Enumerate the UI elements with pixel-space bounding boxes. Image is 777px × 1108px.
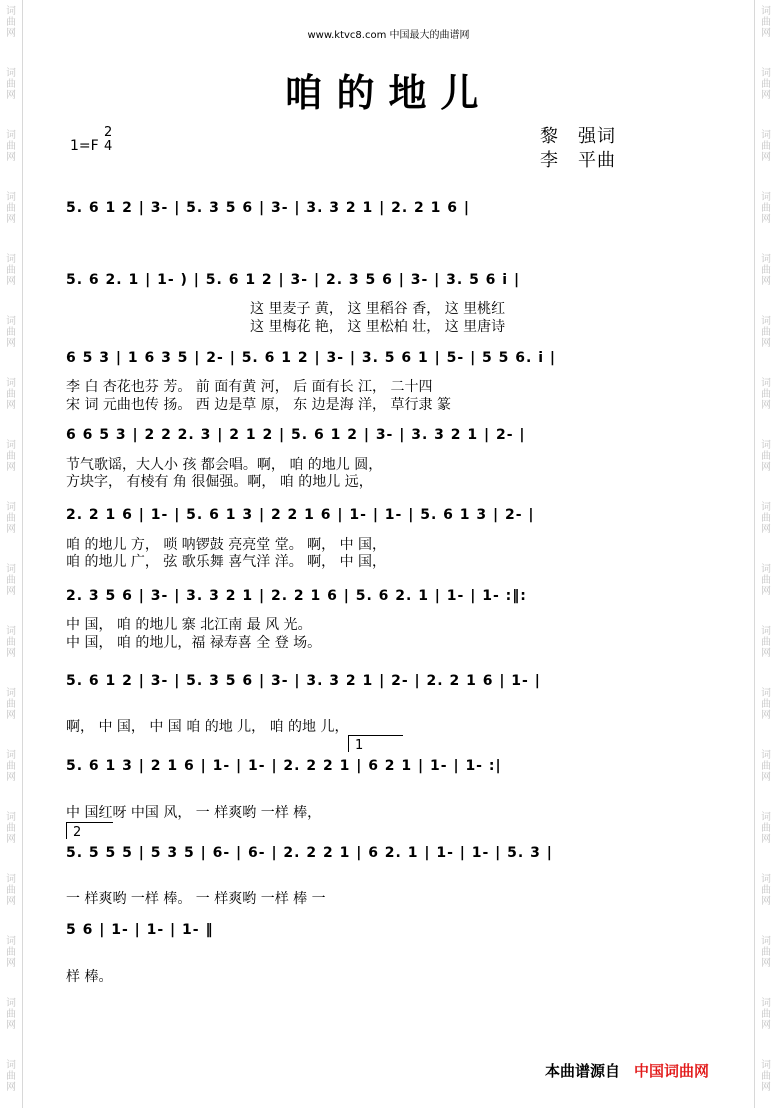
lyric-line-13: 一 样爽哟 一样 棒。 一 样爽哟 一样 棒 一 (66, 891, 326, 907)
watermark-right-0: 词 曲 网 (761, 6, 771, 39)
watermark-right-10: 词 曲 网 (761, 626, 771, 659)
time-signature-bottom: 4 (104, 139, 113, 154)
watermark-left-1: 词 曲 网 (6, 68, 16, 101)
watermark-left-10: 词 曲 网 (6, 626, 16, 659)
lyric-line-14: 样 棒。 (66, 969, 113, 985)
watermark-right-14: 词 曲 网 (761, 874, 771, 907)
watermark-right-17: 词 曲 网 (761, 1060, 771, 1093)
lyric-line-9: 中 国， 咱 的地儿 寨 北江南 最 风 光。 (66, 617, 312, 633)
notation-line-5: 2. 2 1 6 | 1- | 5. 6 1 3 | 2 2 1 6 | 1- | 1- | 5. 6 1 3 | 2- | (66, 507, 535, 523)
lyric-line-5: 节气歌谣，大人小 孩 都会唱。啊， 咱 的地儿 圆， (66, 457, 383, 473)
notation-line-3: 6 5 3 | 1 6 3 5 | 2- | 5. 6 1 2 | 3- | 3. 5 6 1 | 5- | 5 5 6. i | (66, 350, 557, 366)
lyric-line-11: 啊， 中 国， 中 国 咱 的地 儿， 咱 的地 儿， (66, 719, 349, 735)
watermark-right-1: 词 曲 网 (761, 68, 771, 101)
watermark-right-6: 词 曲 网 (761, 378, 771, 411)
notation-line-1: 5. 6 1 2 | 3- | 5. 3 5 6 | 3- | 3. 3 2 1 | 2. 2 1 6 | (66, 200, 471, 216)
notation-line-10: 5 6 | 1- | 1- | 1- ‖ (66, 922, 214, 938)
volta-second-ending: 2 (66, 822, 113, 839)
notation-line-7: 5. 6 1 2 | 3- | 5. 3 5 6 | 3- | 3. 3 2 1 | 2- | 2. 2 1 6 | 1- | (66, 673, 541, 689)
watermark-left-17: 词 曲 网 (6, 1060, 16, 1093)
watermark-left-5: 词 曲 网 (6, 316, 16, 349)
song-title: 咱的地儿 (284, 70, 493, 115)
watermark-right-9: 词 曲 网 (761, 564, 771, 597)
watermark-left-2: 词 曲 网 (6, 130, 16, 163)
watermark-left-0: 词 曲 网 (6, 6, 16, 39)
watermark-right-12: 词 曲 网 (761, 750, 771, 783)
watermark-right-16: 词 曲 网 (761, 998, 771, 1031)
notation-line-6: 2. 3 5 6 | 3- | 3. 3 2 1 | 2. 2 1 6 | 5. 6 2. 1 | 1- | 1- :‖: (66, 588, 527, 604)
watermark-right-11: 词 曲 网 (761, 688, 771, 721)
source-site-name: 中国词曲网 (634, 1062, 710, 1080)
lyric-line-6: 方块字， 有棱有 角 很倔强。啊， 咱 的地儿 远， (66, 474, 373, 490)
key-signature: 1=F (70, 138, 99, 154)
lyric-line-12: 中 国红呀 中国 风， 一 样爽哟 一样 棒， (66, 805, 322, 821)
lyric-line-3: 李 白 杏花也芬 芳。 前 面有黄 河， 后 面有长 江， 二十四 (66, 379, 433, 395)
lyric-line-8: 咱 的地儿 广， 弦 歌乐舞 喜气洋 洋。 啊， 中 国， (66, 554, 387, 570)
watermark-left-13: 词 曲 网 (6, 812, 16, 845)
watermark-right-13: 词 曲 网 (761, 812, 771, 845)
source-prefix: 本曲谱源自 (545, 1062, 621, 1080)
watermark-right-15: 词 曲 网 (761, 936, 771, 969)
watermark-left-15: 词 曲 网 (6, 936, 16, 969)
watermark-left-4: 词 曲 网 (6, 254, 16, 287)
watermark-right-8: 词 曲 网 (761, 502, 771, 535)
lyric-line-7: 咱 的地儿 方， 唢 呐锣鼓 亮亮堂 堂。 啊， 中 国， (66, 537, 387, 553)
lyricist-credit: 黎 强词 (540, 126, 616, 147)
notation-line-4: 6 6 5 3 | 2 2 2. 3 | 2 1 2 | 5. 6 1 2 | 3- | 3. 3 2 1 | 2- | (66, 427, 526, 443)
notation-line-8: 5. 6 1 3 | 2 1 6 | 1- | 1- | 2. 2 2 1 | 6 2 1 | 1- | 1- :| (66, 758, 502, 774)
lyric-line-1: 这 里麦子 黄， 这 里稻谷 香， 这 里桃红 (250, 301, 506, 317)
source-credit (545, 1060, 709, 1081)
notation-line-9: 5. 5 5 5 | 5 3 5 | 6- | 6- | 2. 2 2 1 | 6 2. 1 | 1- | 1- | 5. 3 | (66, 845, 553, 861)
watermark-left-16: 词 曲 网 (6, 998, 16, 1031)
lyric-line-2: 这 里梅花 艳， 这 里松柏 壮， 这 里唐诗 (250, 319, 506, 335)
site-header: www.ktvc8.com 中国最大的曲谱网 (307, 30, 470, 41)
watermark-left-8: 词 曲 网 (6, 502, 16, 535)
notation-line-2: 5. 6 2. 1 | 1- ) | 5. 6 1 2 | 3- | 2. 3 5 6 | 3- | 3. 5 6 i | (66, 272, 521, 288)
composer-credit: 李 平曲 (540, 150, 616, 171)
watermark-right-7: 词 曲 网 (761, 440, 771, 473)
watermark-left-12: 词 曲 网 (6, 750, 16, 783)
lyric-line-10: 中 国， 咱 的地儿，福 禄寿喜 全 登 场。 (66, 635, 322, 651)
watermark-left-6: 词 曲 网 (6, 378, 16, 411)
watermark-left-7: 词 曲 网 (6, 440, 16, 473)
watermark-right-5: 词 曲 网 (761, 316, 771, 349)
watermark-right-2: 词 曲 网 (761, 130, 771, 163)
lyric-line-4: 宋 词 元曲也传 扬。 西 边是草 原， 东 边是海 洋， 草行隶 篆 (66, 397, 451, 413)
watermark-left-3: 词 曲 网 (6, 192, 16, 225)
time-signature (104, 126, 112, 154)
time-signature-top: 2 (104, 125, 113, 140)
volta-first-ending: 1 (348, 735, 403, 752)
watermark-left-14: 词 曲 网 (6, 874, 16, 907)
watermark-right-4: 词 曲 网 (761, 254, 771, 287)
watermark-left-11: 词 曲 网 (6, 688, 16, 721)
watermark-right-3: 词 曲 网 (761, 192, 771, 225)
watermark-left-9: 词 曲 网 (6, 564, 16, 597)
